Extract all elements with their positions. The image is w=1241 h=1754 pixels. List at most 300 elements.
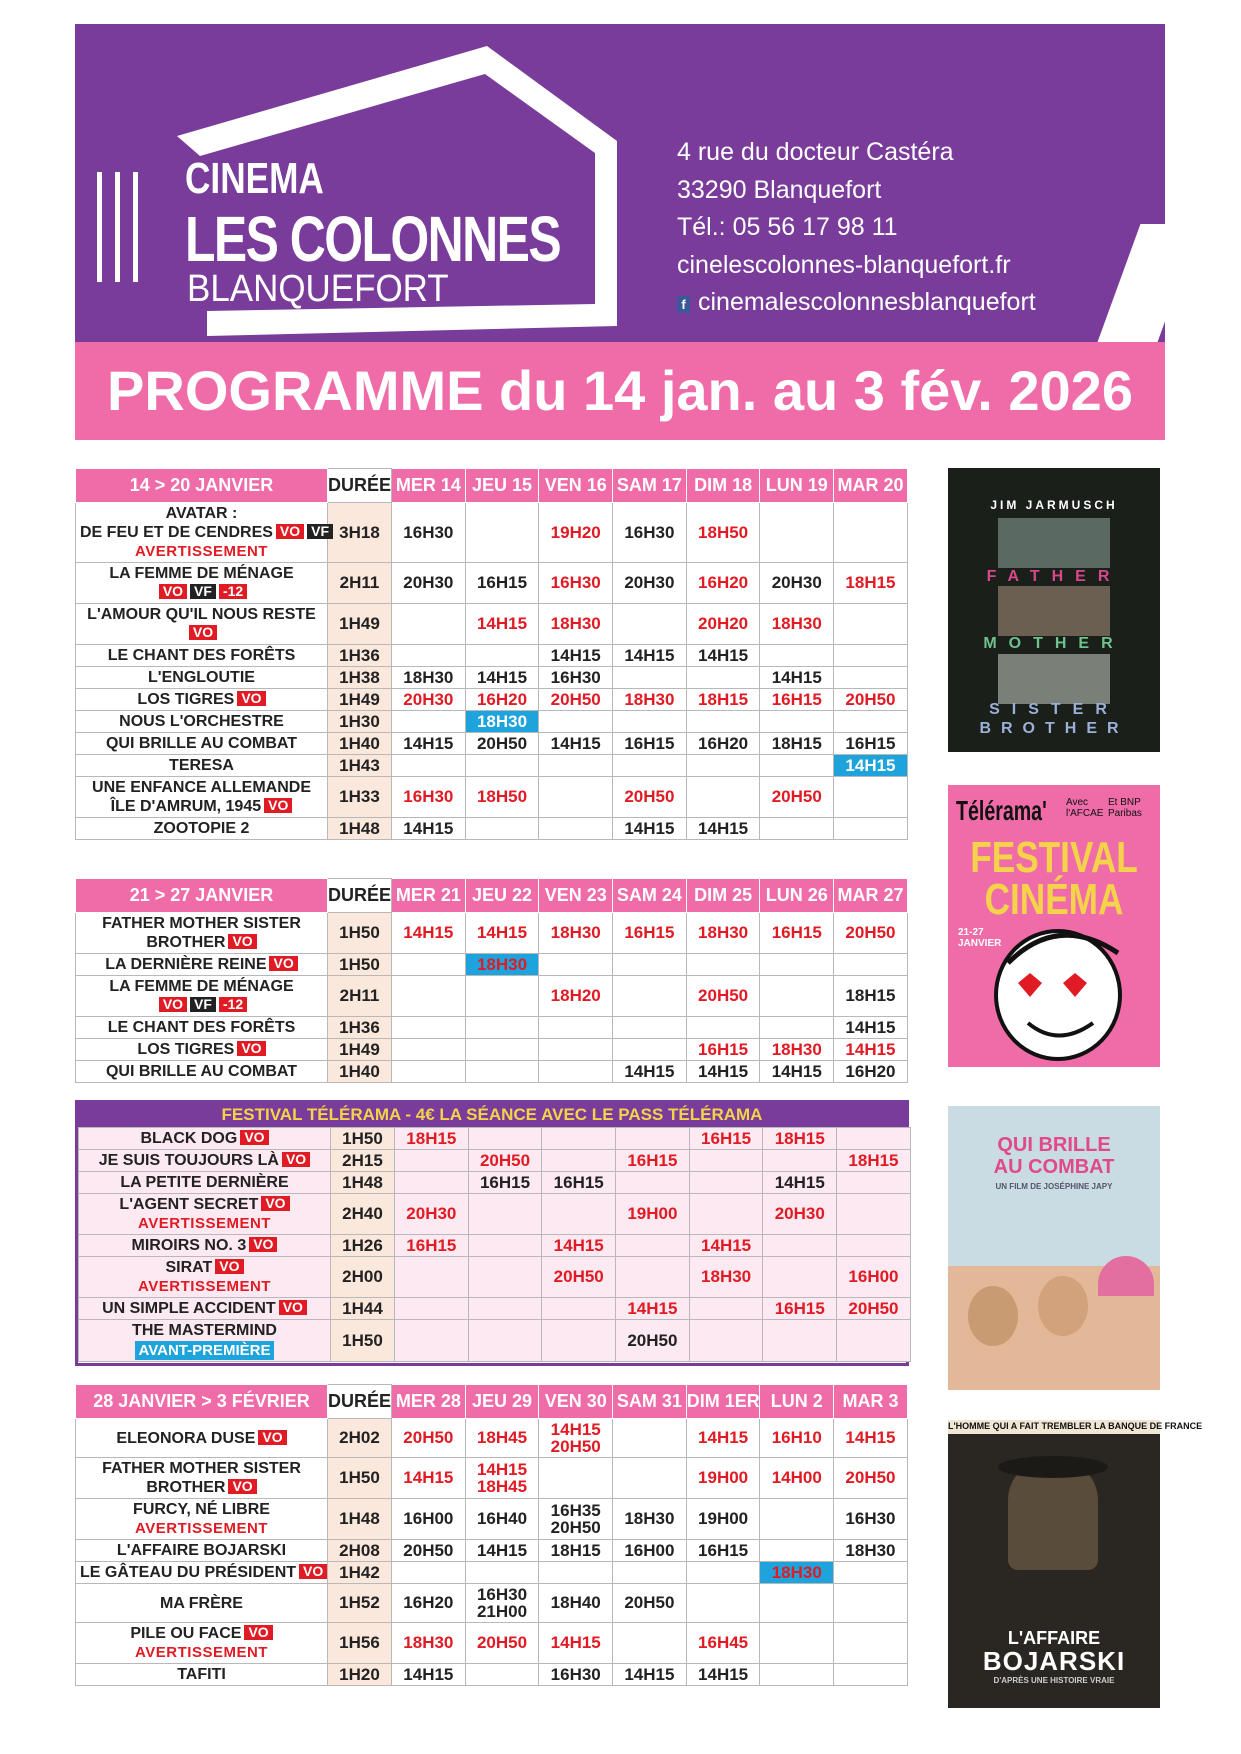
- showtime-cell: [760, 711, 834, 733]
- showtime-cell[interactable]: 16H15: [465, 563, 539, 604]
- poster-photo-1: [998, 518, 1110, 568]
- showtime-cell[interactable]: 18H15: [763, 1128, 837, 1150]
- showtime-cell[interactable]: [539, 1419, 613, 1458]
- showtime-cell: [763, 1257, 837, 1298]
- showtime-cell[interactable]: 14H15: [392, 913, 466, 954]
- film-row[interactable]: [76, 563, 908, 604]
- showtime-cell[interactable]: 18H30: [760, 1039, 834, 1061]
- showtime-cell: [465, 1562, 539, 1584]
- day-header: JEU 15: [465, 469, 539, 503]
- day-header: DIM 1ER: [686, 1385, 760, 1419]
- showtime-cell[interactable]: 14H15: [392, 1458, 466, 1499]
- showtime-cell[interactable]: 18H30: [539, 604, 613, 645]
- film-title-cell: [76, 1540, 328, 1562]
- showtime-cell: [616, 1172, 690, 1194]
- showtime-cell: [468, 1320, 542, 1362]
- showtime-cell[interactable]: 14H15: [686, 645, 760, 667]
- showtime-cell[interactable]: 14H15: [465, 604, 539, 645]
- showtime-cell: [392, 755, 466, 777]
- film-row[interactable]: [76, 1039, 908, 1061]
- showtime-cell[interactable]: 16H30: [539, 563, 613, 604]
- poster-face-1: [968, 1286, 1018, 1346]
- duration-cell: 1H49: [328, 1039, 392, 1061]
- showtime-cell[interactable]: 20H30: [760, 563, 834, 604]
- showtime-cell[interactable]: 20H50: [760, 777, 834, 818]
- film-title-line: LA DERNIÈRE REINE VO: [80, 955, 323, 974]
- schedule-week-1: [75, 468, 908, 840]
- duration-cell: 1H33: [328, 777, 392, 818]
- showtime-cell[interactable]: 20H50: [613, 1584, 687, 1623]
- showtime-cell[interactable]: 14H15: [686, 1664, 760, 1686]
- showtime-cell[interactable]: 16H15: [686, 1540, 760, 1562]
- showtime-cell[interactable]: 16H15: [760, 913, 834, 954]
- film-row[interactable]: [76, 755, 908, 777]
- film-row[interactable]: [76, 976, 908, 1017]
- showtime-cell[interactable]: 18H30: [465, 711, 539, 733]
- showtime-cell[interactable]: 16H15: [613, 733, 687, 755]
- film-title-cell: [76, 1017, 328, 1039]
- showtime-cell[interactable]: 18H15: [834, 976, 908, 1017]
- showtime-cell[interactable]: [465, 1584, 539, 1623]
- showtime-cell[interactable]: 14H15: [834, 1039, 908, 1061]
- showtime-cell[interactable]: 16H30: [392, 777, 466, 818]
- showtime-cell[interactable]: 14H15: [760, 667, 834, 689]
- film-row[interactable]: [79, 1257, 911, 1298]
- showtime-cell: [392, 1061, 466, 1083]
- film-title-line: DE FEU ET DE CENDRES VO VF: [80, 523, 323, 542]
- showtime-cell[interactable]: 14H15: [686, 818, 760, 840]
- showtime-cell[interactable]: 20H50: [539, 689, 613, 711]
- duration-cell: 1H48: [328, 1499, 392, 1540]
- film-title-cell: [79, 1194, 331, 1235]
- poster-father-mother-sister-brother[interactable]: [948, 468, 1160, 752]
- showtime-cell[interactable]: 16H15: [613, 913, 687, 954]
- film-row[interactable]: [79, 1194, 911, 1235]
- day-header: SAM 31: [613, 1385, 687, 1419]
- showtime-cell: [613, 604, 687, 645]
- vo-badge: VO: [276, 524, 304, 539]
- showtime-cell[interactable]: 18H15: [686, 689, 760, 711]
- vo-badge: VO: [282, 1152, 310, 1167]
- day-header: MER 14: [392, 469, 466, 503]
- showtime-cell: [686, 755, 760, 777]
- showtime-cell[interactable]: 16H20: [686, 733, 760, 755]
- showtime-cell[interactable]: 16H45: [686, 1623, 760, 1664]
- showtime-cell: [834, 954, 908, 976]
- film-row[interactable]: [79, 1150, 911, 1172]
- film-title-line: THE MASTERMIND: [132, 1322, 277, 1339]
- showtime-cell: [392, 954, 466, 976]
- showtime-cell[interactable]: 18H15: [834, 563, 908, 604]
- film-row[interactable]: [76, 1017, 908, 1039]
- showtime-cell[interactable]: 18H20: [539, 976, 613, 1017]
- showtime-cell[interactable]: [465, 1458, 539, 1499]
- duration-header: DURÉE: [328, 469, 392, 503]
- film-title-cell: [79, 1320, 331, 1362]
- badge-line: [80, 624, 323, 643]
- showtime-cell[interactable]: 18H30: [686, 913, 760, 954]
- showtime-cell[interactable]: 18H15: [760, 733, 834, 755]
- showtime-cell: [686, 954, 760, 976]
- film-row[interactable]: [76, 1540, 908, 1562]
- showtime-cell[interactable]: 14H15: [539, 733, 613, 755]
- film-title-cell: [76, 1623, 328, 1664]
- showtime-cell: [613, 1039, 687, 1061]
- duration-cell: 1H48: [331, 1172, 395, 1194]
- film-row[interactable]: [76, 1458, 908, 1499]
- duration-cell: 3H18: [328, 503, 392, 563]
- film-row[interactable]: [76, 1499, 908, 1540]
- showtime-cell[interactable]: 14H15: [834, 1017, 908, 1039]
- showtime-cell[interactable]: 16H30: [613, 503, 687, 563]
- film-row[interactable]: [76, 1562, 908, 1584]
- poster-telerama-festival[interactable]: [948, 785, 1160, 1067]
- showtime-cell[interactable]: 20H50: [468, 1150, 542, 1172]
- poster-festival-dates: 21-27 JANVIER: [958, 927, 1002, 949]
- facebook-link[interactable]: [677, 284, 1036, 322]
- vo-badge: VO: [240, 1130, 268, 1145]
- showtime-cell[interactable]: 18H50: [465, 777, 539, 818]
- poster-title-line1: QUI BRILLE: [997, 1134, 1111, 1156]
- showtime-cell[interactable]: 14H15: [686, 1419, 760, 1458]
- poster-qui-brille-au-combat[interactable]: [948, 1106, 1160, 1390]
- showtime-cell[interactable]: 20H50: [834, 1458, 908, 1499]
- showtime-cell: [763, 1150, 837, 1172]
- vo-badge: VO: [159, 997, 187, 1012]
- film-title-line: LA FEMME DE MÉNAGE: [109, 565, 294, 582]
- showtime-cell[interactable]: 16H30: [539, 667, 613, 689]
- showtime-cell[interactable]: 16H20: [834, 1061, 908, 1083]
- showtime-cell: [689, 1172, 763, 1194]
- showtime-cell: [465, 1061, 539, 1083]
- film-title-cell: [76, 733, 328, 755]
- vo-badge: VO: [269, 956, 297, 971]
- showtime-cell[interactable]: 14H15: [686, 1061, 760, 1083]
- address: 4 rue du docteur Castéra: [677, 138, 954, 166]
- duration-cell: 2H02: [328, 1419, 392, 1458]
- showtime-cell[interactable]: 20H50: [834, 689, 908, 711]
- showtime-cell[interactable]: 20H30: [392, 689, 466, 711]
- showtime-cell[interactable]: 14H15: [616, 1298, 690, 1320]
- film-row[interactable]: [76, 818, 908, 840]
- vo-badge: VO: [299, 1564, 327, 1579]
- showtime-cell[interactable]: 19H00: [686, 1499, 760, 1540]
- showtime-cell: [465, 1039, 539, 1061]
- showtime-cell[interactable]: 16H30: [834, 1499, 908, 1540]
- film-row[interactable]: [79, 1128, 911, 1150]
- showtime-cell[interactable]: 14H15: [689, 1235, 763, 1257]
- showtime-cell: [539, 777, 613, 818]
- showtime-cell[interactable]: 16H00: [837, 1257, 911, 1298]
- showtime-cell[interactable]: 20H30: [392, 563, 466, 604]
- showtime-cell: [760, 1017, 834, 1039]
- showtime-cell: [613, 755, 687, 777]
- showtime-cell: [465, 1017, 539, 1039]
- showtime-cell: [760, 1664, 834, 1686]
- showtime-cell[interactable]: 20H50: [392, 1419, 466, 1458]
- showtime-cell: [837, 1235, 911, 1257]
- duration-cell: 1H43: [328, 755, 392, 777]
- showtime-cell[interactable]: 20H30: [613, 563, 687, 604]
- day-header: VEN 23: [539, 879, 613, 913]
- showtime-cell[interactable]: 14H15: [763, 1172, 837, 1194]
- film-row[interactable]: [76, 711, 908, 733]
- showtime-cell[interactable]: 14H15: [834, 1419, 908, 1458]
- duration-cell: 2H00: [331, 1257, 395, 1298]
- showtime-cell[interactable]: 18H15: [539, 1540, 613, 1562]
- showtime-cell[interactable]: 20H50: [465, 1623, 539, 1664]
- showtime-cell: [539, 1562, 613, 1584]
- showtime-cell[interactable]: 16H30: [539, 1664, 613, 1686]
- film-row[interactable]: [79, 1320, 911, 1362]
- warning-label: AVERTISSEMENT: [138, 1215, 271, 1232]
- vo-badge: VO: [189, 625, 217, 640]
- duration-cell: 1H49: [328, 689, 392, 711]
- poster-partner-1: Avec l'AFCAE: [1066, 797, 1104, 819]
- film-title-line: LOS TIGRES VO: [80, 1040, 323, 1059]
- showtime-cell: [539, 954, 613, 976]
- showtime-cell[interactable]: 20H50: [613, 777, 687, 818]
- showtime-cell[interactable]: 16H15: [763, 1298, 837, 1320]
- showtime-cell[interactable]: 14H15: [834, 755, 908, 777]
- showtime-cell[interactable]: 20H30: [763, 1194, 837, 1235]
- film-title-cell: [76, 1562, 328, 1584]
- film-title-line: QUI BRILLE AU COMBAT: [105, 1063, 298, 1080]
- vo-badge: VO: [264, 798, 292, 813]
- showtime-cell[interactable]: 16H15: [616, 1150, 690, 1172]
- film-title-line: AVATAR :: [165, 505, 238, 522]
- showtime-cell[interactable]: 16H30: [392, 503, 466, 563]
- showtime-cell[interactable]: 18H40: [539, 1584, 613, 1623]
- showtime-cell[interactable]: 18H30: [834, 1540, 908, 1562]
- showtime-cell[interactable]: 19H00: [686, 1458, 760, 1499]
- showtime-cell[interactable]: 18H30: [689, 1257, 763, 1298]
- showtime-cell[interactable]: 14H15: [392, 818, 466, 840]
- showtime-cell[interactable]: 20H50: [616, 1320, 690, 1362]
- showtime-cell[interactable]: 14H15: [613, 1061, 687, 1083]
- film-row[interactable]: [79, 1298, 911, 1320]
- film-title-line: BROTHER VO: [80, 933, 323, 952]
- day-header: DIM 18: [686, 469, 760, 503]
- showtime-cell[interactable]: 18H30: [539, 913, 613, 954]
- showtime-line: 14H15: [550, 1420, 601, 1439]
- showtime-cell[interactable]: 16H15: [542, 1172, 616, 1194]
- film-row[interactable]: [76, 645, 908, 667]
- film-title-line: TAFITI: [177, 1666, 226, 1683]
- showtime-cell[interactable]: 19H00: [616, 1194, 690, 1235]
- showtime-cell[interactable]: 18H30: [613, 689, 687, 711]
- duration-cell: 1H26: [331, 1235, 395, 1257]
- showtime-cell[interactable]: 16H40: [465, 1499, 539, 1540]
- showtime-line: 20H50: [550, 1437, 601, 1456]
- showtime-cell: [763, 1235, 837, 1257]
- day-header: SAM 17: [613, 469, 687, 503]
- showtime-cell: [613, 954, 687, 976]
- showtime-cell[interactable]: 14H15: [392, 1664, 466, 1686]
- poster-tagline: L'HOMME QUI A FAIT TREMBLER LA BANQUE DE FRANCE: [948, 1421, 1203, 1431]
- poster-subtitle: D'APRÈS UNE HISTOIRE VRAIE: [993, 1676, 1115, 1685]
- poster-word-sister: SISTER: [989, 701, 1119, 718]
- poster-title-1: L'AFFAIRE: [1007, 1628, 1101, 1648]
- week-title: 28 JANVIER > 3 FÉVRIER: [76, 1385, 328, 1419]
- film-title-cell: [79, 1172, 331, 1194]
- showtime-cell[interactable]: 20H50: [465, 733, 539, 755]
- duration-cell: 2H11: [328, 976, 392, 1017]
- showtime-cell: [834, 818, 908, 840]
- showtime-cell[interactable]: 18H15: [395, 1128, 469, 1150]
- showtime-cell: [837, 1128, 911, 1150]
- film-row[interactable]: [76, 733, 908, 755]
- showtime-cell[interactable]: 16H20: [465, 689, 539, 711]
- duration-cell: 1H42: [328, 1562, 392, 1584]
- showtime-cell[interactable]: 16H15: [689, 1128, 763, 1150]
- showtime-line: 16H35: [550, 1501, 601, 1520]
- showtime-line: 21H00: [476, 1602, 528, 1621]
- week-title: 21 > 27 JANVIER: [76, 879, 328, 913]
- badge-line: [80, 583, 323, 602]
- film-row[interactable]: [76, 689, 908, 711]
- showtime-cell[interactable]: 16H00: [613, 1540, 687, 1562]
- showtime-cell[interactable]: 18H30: [392, 1623, 466, 1664]
- showtime-cell: [834, 604, 908, 645]
- film-row[interactable]: [76, 667, 908, 689]
- showtime-cell: [392, 604, 466, 645]
- day-header: MAR 27: [834, 879, 908, 913]
- film-row[interactable]: [76, 1419, 908, 1458]
- showtime-cell[interactable]: 19H20: [539, 503, 613, 563]
- showtime-cell[interactable]: 16H20: [392, 1584, 466, 1623]
- day-header: LUN 19: [760, 469, 834, 503]
- showtime-cell[interactable]: 14H15: [539, 645, 613, 667]
- showtime-cell[interactable]: 14H15: [542, 1235, 616, 1257]
- duration-cell: 2H40: [331, 1194, 395, 1235]
- showtime-cell[interactable]: 20H50: [837, 1298, 911, 1320]
- film-title-cell: [76, 818, 328, 840]
- showtime-cell[interactable]: 20H50: [392, 1540, 466, 1562]
- badge-line: [80, 996, 323, 1015]
- showtime-cell[interactable]: 14H15: [613, 818, 687, 840]
- showtime-cell[interactable]: 16H15: [468, 1172, 542, 1194]
- showtime-cell[interactable]: 18H30: [760, 1562, 834, 1584]
- film-row[interactable]: [79, 1172, 911, 1194]
- showtime-cell: [465, 976, 539, 1017]
- showtime-cell[interactable]: 14H15: [465, 667, 539, 689]
- showtime-cell[interactable]: 14H15: [392, 733, 466, 755]
- showtime-cell: [837, 1194, 911, 1235]
- poster-partner-2: Et BNP Paribas: [1108, 797, 1142, 819]
- film-row[interactable]: [76, 913, 908, 954]
- film-row[interactable]: [79, 1235, 911, 1257]
- phone: Tél.: 05 56 17 98 11: [677, 213, 898, 241]
- showtime-cell: [539, 1017, 613, 1039]
- showtime-cell: [760, 1623, 834, 1664]
- film-row[interactable]: [76, 1061, 908, 1083]
- logo-blanquefort-text: BLANQUEFORT: [187, 268, 449, 310]
- showtime-cell[interactable]: 18H30: [465, 954, 539, 976]
- website-link[interactable]: cinelescolonnes-blanquefort.fr: [677, 250, 1011, 279]
- showtime-cell: [468, 1194, 542, 1235]
- showtime-cell[interactable]: 16H20: [686, 563, 760, 604]
- day-header: LUN 2: [760, 1385, 834, 1419]
- showtime-cell[interactable]: 18H50: [686, 503, 760, 563]
- warning-label: AVERTISSEMENT: [135, 543, 268, 560]
- vo-badge: VO: [215, 1259, 243, 1274]
- logo-cinema-text: CINEMA: [185, 154, 324, 203]
- duration-cell: 1H30: [328, 711, 392, 733]
- film-title-cell: [76, 913, 328, 954]
- showtime-cell[interactable]: 14H15: [613, 1664, 687, 1686]
- film-row[interactable]: [76, 1584, 908, 1623]
- showtime-cell[interactable]: 14H15: [613, 645, 687, 667]
- film-row[interactable]: [76, 604, 908, 645]
- showtime-cell: [395, 1298, 469, 1320]
- showtime-cell: [465, 503, 539, 563]
- film-title-line: QUI BRILLE AU COMBAT: [105, 735, 298, 752]
- showtime-cell[interactable]: 14H15: [465, 1540, 539, 1562]
- showtime-cell: [539, 1458, 613, 1499]
- showtime-cell[interactable]: 14H15: [539, 1623, 613, 1664]
- showtime-cell[interactable]: 14H15: [465, 913, 539, 954]
- showtime-cell[interactable]: 20H20: [686, 604, 760, 645]
- showtime-cell: [834, 645, 908, 667]
- film-title-line: BROTHER VO: [80, 1478, 323, 1497]
- showtime-cell[interactable]: 16H15: [834, 733, 908, 755]
- showtime-cell[interactable]: 18H45: [465, 1419, 539, 1458]
- cartoon-face-icon: [988, 913, 1138, 1065]
- poster-title-line2: AU COMBAT: [993, 1156, 1115, 1178]
- showtime-cell[interactable]: 20H50: [686, 976, 760, 1017]
- showtime-cell: [834, 667, 908, 689]
- film-row[interactable]: [76, 954, 908, 976]
- day-header: MAR 3: [834, 1385, 908, 1419]
- showtime-cell[interactable]: 18H15: [837, 1150, 911, 1172]
- poster-l-affaire-bojarski[interactable]: [948, 1420, 1203, 1708]
- showtime-cell[interactable]: 16H15: [760, 689, 834, 711]
- showtime-cell: [395, 1320, 469, 1362]
- showtime-cell[interactable]: 18H30: [392, 667, 466, 689]
- showtime-cell[interactable]: 14H15: [760, 1061, 834, 1083]
- showtime-cell[interactable]: 20H50: [834, 913, 908, 954]
- day-header: MER 28: [392, 1385, 466, 1419]
- duration-cell: 1H48: [328, 818, 392, 840]
- poster-credit: UN FILM DE JOSÉPHINE JAPY: [995, 1182, 1113, 1191]
- showtime-cell[interactable]: 16H15: [686, 1039, 760, 1061]
- day-header: VEN 16: [539, 469, 613, 503]
- showtime-cell[interactable]: 16H00: [392, 1499, 466, 1540]
- film-row[interactable]: [76, 1664, 908, 1686]
- showtime-cell: [686, 711, 760, 733]
- showtime-cell[interactable]: 18H30: [613, 1499, 687, 1540]
- showtime-cell[interactable]: [539, 1499, 613, 1540]
- showtime-cell: [613, 1458, 687, 1499]
- vo-badge: VO: [159, 584, 187, 599]
- showtime-cell[interactable]: 16H15: [395, 1235, 469, 1257]
- showtime-cell[interactable]: 20H50: [542, 1257, 616, 1298]
- film-row[interactable]: [76, 503, 908, 563]
- film-row[interactable]: [76, 777, 908, 818]
- showtime-cell: [834, 711, 908, 733]
- film-title-line: FATHER MOTHER SISTER: [102, 1460, 301, 1477]
- preview-badge: AVANT-PREMIÈRE: [135, 1341, 275, 1360]
- showtime-cell[interactable]: 20H30: [395, 1194, 469, 1235]
- film-row[interactable]: [76, 1623, 908, 1664]
- film-title-cell: [76, 604, 328, 645]
- showtime-cell[interactable]: 14H00: [760, 1458, 834, 1499]
- showtime-cell[interactable]: 18H30: [760, 604, 834, 645]
- showtime-cell: [834, 503, 908, 563]
- showtime-cell: [395, 1150, 469, 1172]
- showtime-cell[interactable]: 16H10: [760, 1419, 834, 1458]
